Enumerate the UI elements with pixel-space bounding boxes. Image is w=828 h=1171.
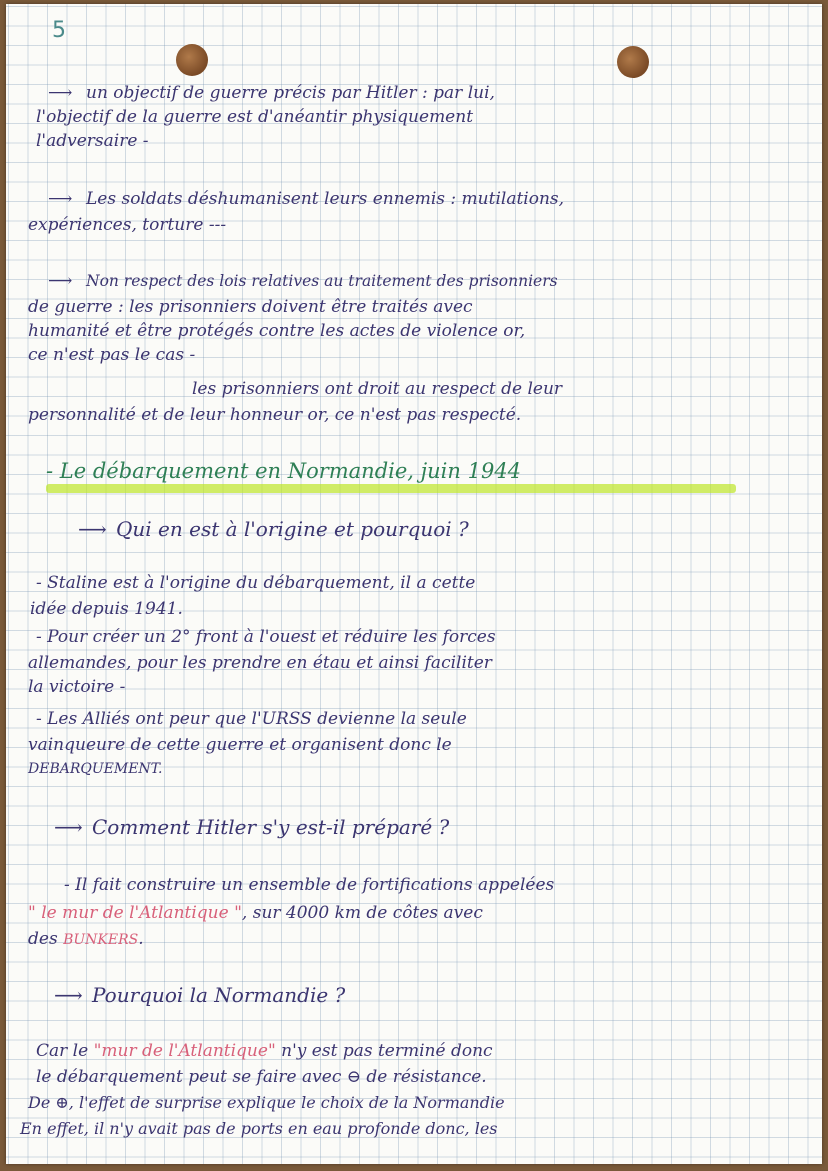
notebook-page [6, 4, 822, 1164]
arrow-icon: ⟶ [48, 82, 78, 104]
punch-hole-right [617, 46, 649, 78]
note-line-5: expériences, torture --- [28, 215, 227, 235]
note-line-19: DEBARQUEMENT. [28, 761, 163, 777]
note-line-14: - Pour créer un 2° front à l'ouest et réduire les forces [36, 627, 496, 647]
arrow-icon: ⟶ [48, 188, 78, 210]
note-line-20: - Il fait construire un ensemble de fortifications appelées [64, 875, 555, 895]
note-line-10: les prisonniers ont droit au respect de leur [192, 379, 563, 399]
note-line-8: humanité et être protégés contre les actes de violence or, [28, 321, 526, 341]
note-line-25: De ⊕, l'effet de surprise explique le choix de la Normandie [28, 1093, 505, 1112]
arrow-icon: ⟶ [48, 270, 78, 292]
question-2: ⟶ Comment Hitler s'y est-il préparé ? [54, 815, 450, 839]
note-line-24: le débarquement peut se faire avec ⊖ de résistance. [36, 1067, 487, 1087]
note-line-3: l'adversaire - [36, 131, 149, 151]
note-line-15: allemandes, pour les prendre en étau et ainsi faciliter [28, 653, 492, 673]
note-line-23: Car le "mur de l'Atlantique" n'y est pas terminé donc [36, 1041, 493, 1061]
title-highlight [46, 484, 736, 493]
arrow-icon: ⟶ [54, 815, 83, 839]
note-line-1: ⟶ un objectif de guerre précis par Hitler : par lui, [48, 83, 495, 103]
note-line-17: - Les Alliés ont peur que l'URSS devienne la seule [36, 709, 467, 729]
note-line-4: ⟶ Les soldats déshumanisent leurs ennemis : mutilations, [48, 189, 565, 209]
note-line-9: ce n'est pas le cas - [28, 345, 196, 365]
note-line-21: " le mur de l'Atlantique ", sur 4000 km de côtes avec [28, 903, 483, 923]
question-3: ⟶ Pourquoi la Normandie ? [54, 983, 346, 1007]
punch-hole-left [176, 44, 208, 76]
section-title: - Le débarquement en Normandie, juin 1944 [46, 459, 522, 483]
note-line-11: personnalité et de leur honneur or, ce n'est pas respecté. [28, 405, 522, 425]
note-line-12: - Staline est à l'origine du débarquement, il a cette [36, 573, 476, 593]
note-line-16: la victoire - [28, 677, 126, 697]
question-1: ⟶ Qui en est à l'origine et pourquoi ? [78, 517, 469, 541]
note-line-7: de guerre : les prisonniers doivent être traités avec [28, 297, 473, 317]
note-line-6: ⟶ Non respect des lois relatives au traitement des prisonniers [48, 271, 558, 291]
note-line-18: vainqueure de cette guerre et organisent donc le [28, 735, 452, 755]
note-line-2: l'objectif de la guerre est d'anéantir physiquement [36, 107, 474, 127]
page-number: 5 [52, 18, 66, 43]
note-line-22: des BUNKERS. [28, 929, 144, 949]
arrow-icon: ⟶ [54, 983, 83, 1007]
note-line-26: En effet, il n'y avait pas de ports en eau profonde donc, les [20, 1119, 498, 1138]
arrow-icon: ⟶ [78, 517, 107, 541]
note-line-13: idée depuis 1941. [30, 599, 183, 619]
